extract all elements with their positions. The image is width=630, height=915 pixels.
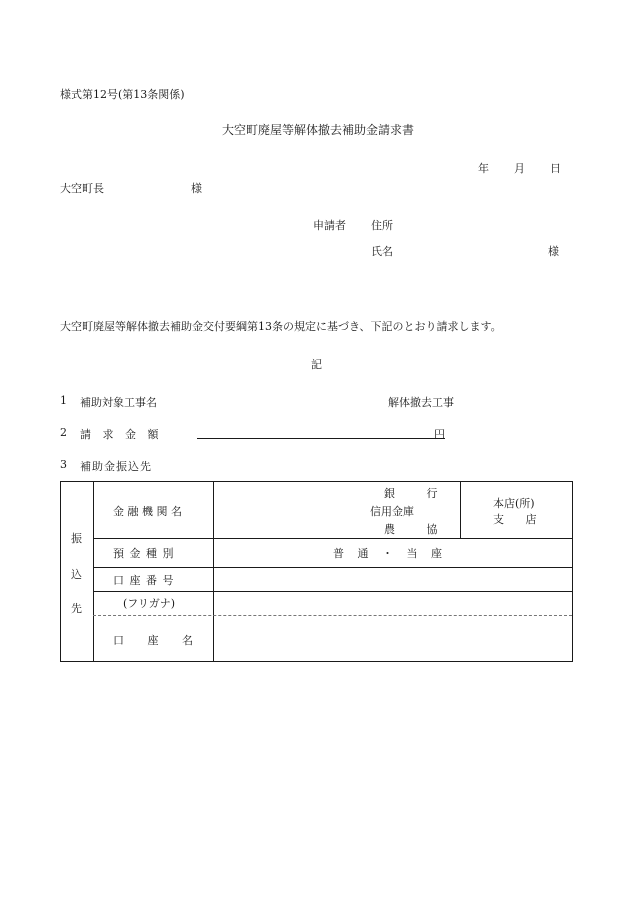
table-row-line-furigana [93, 615, 572, 616]
item1-label: 補助対象工事名 [80, 396, 157, 409]
date-year-label: 年 [478, 162, 489, 175]
furigana-label: (フリガナ) [123, 597, 176, 610]
item2-unit: 円 [434, 428, 445, 441]
account-type-label: 預 金 種 別 [113, 547, 175, 560]
side-label-komi: 込 [71, 568, 82, 581]
table-row-line-1 [93, 538, 572, 539]
body-text: 大空町廃屋等解体撤去補助金交付要綱第13条の規定に基づき、下記のとおり請求します。 [60, 320, 502, 333]
bank-type-bank: 銀 行 [384, 487, 452, 500]
bank-type-nokyo: 農 協 [384, 523, 452, 536]
item2-label: 請 求 金 額 [80, 428, 163, 441]
item3-number: 3 [60, 458, 67, 471]
item3-label: 補助金振込先 [80, 460, 152, 473]
applicant-label: 申請者 [313, 219, 346, 232]
addressee-honorific: 様 [191, 182, 202, 195]
form-number: 様式第12号(第13条関係) [60, 88, 185, 101]
document-title: 大空町廃屋等解体撤去補助金請求書 [222, 123, 415, 137]
date-day-label: 日 [550, 162, 561, 175]
account-name-label: 口 座 名 [113, 634, 203, 647]
item2-number: 2 [60, 426, 67, 439]
item1-value: 解体撤去工事 [388, 396, 454, 409]
applicant-honorific: 様 [548, 245, 559, 258]
table-row-line-2 [93, 567, 572, 568]
bank-type-shinkin: 信用金庫 [370, 505, 414, 518]
ki-label: 記 [311, 358, 322, 371]
applicant-address-label: 住所 [371, 219, 393, 232]
table-divider-side [93, 482, 94, 661]
date-month-label: 月 [514, 162, 525, 175]
applicant-name-label: 氏名 [371, 245, 393, 258]
table-row-line-3 [93, 591, 572, 592]
account-number-label: 口 座 番 号 [113, 574, 175, 587]
branch-type-branch: 支 店 [493, 513, 546, 526]
bank-name-label: 金 融 機 関 名 [113, 505, 182, 518]
amount-underline [197, 438, 445, 439]
item1-number: 1 [60, 394, 67, 407]
bank-transfer-table [60, 481, 573, 662]
side-label-furi: 振 [71, 532, 82, 545]
side-label-saki: 先 [71, 602, 82, 615]
table-divider-branch [460, 482, 461, 538]
table-divider-label [213, 482, 214, 661]
branch-type-main: 本店(所) [493, 497, 535, 510]
account-type-value: 普 通 ・ 当 座 [333, 547, 447, 560]
addressee-name: 大空町長 [60, 182, 104, 195]
